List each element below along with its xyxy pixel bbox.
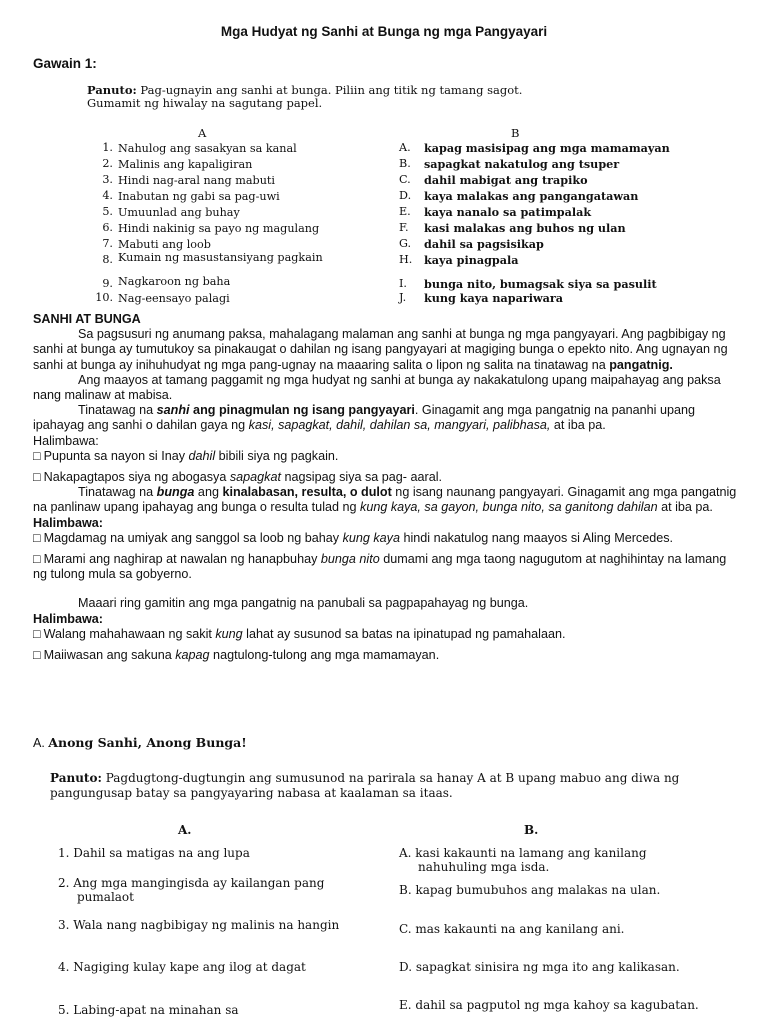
matching-list <box>93 141 733 307</box>
instructions-label: Panuto: <box>87 83 137 97</box>
matching-row <box>93 291 733 307</box>
cause-text: Malinis ang kapaligiran <box>118 158 253 171</box>
option-letter: H. <box>399 253 413 266</box>
matching-row <box>93 157 733 173</box>
paragraph-bunga: Tinatawag na bunga ang kinalabasan, resulta, o dulot ng isang naunang pangyayari. Ginagamit ang mga pangatnig na panlinaw upang ipahayag ang bunga o resulta tulad ng kung kaya, sa gayon, bunga nito, sa ganitong dahilan at iba pa. <box>33 485 737 515</box>
example-item: □ Marami ang naghirap at nawalan ng hanapbuhay bunga nito dumami ang mga taong nagugutom at naghihintay na lamang ng tulong mula sa gobyerno. <box>33 552 739 582</box>
activity-2-letter: A. <box>33 736 45 750</box>
option-letter: B. <box>399 157 411 170</box>
matching-row <box>93 277 733 291</box>
instructions-text-2: Gumamit ng hiwalay na sagutang papel. <box>87 96 323 110</box>
option-letter: A. <box>399 141 411 154</box>
item-number: 8. <box>102 253 113 266</box>
option-letter: C. <box>399 173 411 186</box>
activity-2-title <box>33 735 247 750</box>
matching-row <box>93 205 733 221</box>
item-number: 4. <box>102 189 113 202</box>
cause-text: Nag-eensayo palagi <box>118 292 230 305</box>
column-a-header-2: A. <box>178 823 192 837</box>
item-number: 1. <box>102 141 113 154</box>
cause-text: Mabuti ang loob <box>118 238 211 251</box>
instructions-2-label: Panuto: <box>50 771 102 785</box>
instructions-1 <box>87 84 677 110</box>
cause-text: Inabutan ng gabi sa pag-uwi <box>118 190 280 203</box>
item-number: 10. <box>95 291 113 304</box>
effect-text: sapagkat nakatulog ang tsuper <box>424 157 620 171</box>
example-heading: Halimbawa: <box>33 433 99 448</box>
example-item: □ Magdamag na umiyak ang sanggol sa loob ng bahay kung kaya hindi nakatulog nang maayos si Aling Mercedes. <box>33 531 739 546</box>
example-item: □ Maiiwasan ang sakuna kapag nagtulong-tulong ang mga mamamayan. <box>33 648 739 663</box>
activity-label: Gawain 1: <box>33 56 97 71</box>
page-title: Mga Hudyat ng Sanhi at Bunga ng mga Pangyayari <box>220 24 548 39</box>
effect-text: kapag masisipag ang mga mamamayan <box>424 141 670 155</box>
effect-phrase: D. sapagkat sinisira ng mga ito ang kalikasan. <box>399 960 680 974</box>
section-heading: SANHI AT BUNGA <box>33 312 141 326</box>
paragraph-panubali: Maaari ring gamitin ang mga pangatnig na panubali sa pagpapahayag ng bunga. <box>78 596 529 611</box>
matching-row <box>93 173 733 189</box>
item-number: 9. <box>102 277 113 290</box>
cause-phrase: 4. Nagiging kulay kape ang ilog at dagat <box>58 960 306 974</box>
effect-text: bunga nito, bumagsak siya sa pasulit <box>424 277 657 291</box>
item-number: 5. <box>102 205 113 218</box>
effect-text: dahil sa pagsisikap <box>424 237 544 251</box>
cause-phrase: 3. Wala nang nagbibigay ng malinis na hangin <box>58 918 340 932</box>
option-letter: J. <box>399 291 407 304</box>
item-number: 3. <box>102 173 113 186</box>
effect-phrase: C. mas kakaunti na ang kanilang ani. <box>399 922 625 936</box>
matching-row <box>93 141 733 157</box>
item-number: 6. <box>102 221 113 234</box>
example-item: □ Nakapagtapos siya ng abogasya sapagkat nagsipag siya sa pag- aaral. <box>33 470 739 485</box>
paragraph-usage: Ang maayos at tamang paggamit ng mga hudyat ng sanhi at bunga ay nakakatulong upang maipahayag ang paksa nang malinaw at mabisa. <box>33 372 721 403</box>
option-letter: E. <box>399 205 411 218</box>
cause-text: Nahulog ang sasakyan sa kanal <box>118 142 297 155</box>
matching-row <box>93 253 733 277</box>
effect-phrase: E. dahil sa pagputol ng mga kahoy sa kagubatan. <box>399 998 699 1012</box>
matching-row <box>93 221 733 237</box>
cause-phrase: 2. Ang mga mangingisda ay kailangan pang pumalaot <box>58 876 325 904</box>
column-b-header: B <box>511 126 520 140</box>
item-number: 2. <box>102 157 113 170</box>
effect-text: kasi malakas ang buhos ng ulan <box>424 221 626 235</box>
effect-text: kaya nanalo sa patimpalak <box>424 205 592 219</box>
effect-text: dahil mabigat ang trapiko <box>424 173 588 187</box>
cause-text: Kumain ng masustansiyang pagkain <box>118 251 323 264</box>
item-number: 7. <box>102 237 113 250</box>
instructions-2 <box>50 771 720 801</box>
cause-text: Nagkaroon ng baha <box>118 275 231 288</box>
cause-text: Umuunlad ang buhay <box>118 206 240 219</box>
example-item: □ Pupunta sa nayon si Inay dahil bibili siya ng pagkain. <box>33 449 739 464</box>
option-letter: I. <box>399 277 407 290</box>
option-letter: D. <box>399 189 412 202</box>
cause-phrase: 5. Labing-apat na minahan sa <box>58 1003 239 1017</box>
effect-phrase: A. kasi kakaunti na lamang ang kanilang nahuhuling mga isda. <box>399 846 647 874</box>
paragraph-sanhi: Tinatawag na sanhi ang pinagmulan ng isang pangyayari. Ginagamit ang mga pangatnig na pananhi upang ipahayag ang sanhi o dahilan gaya ng kasi, sapagkat, dahil, dahilan sa, mangyari, palibhasa, at iba pa. <box>33 403 695 433</box>
effect-text: kung kaya napariwara <box>424 291 564 305</box>
effect-text: kaya pinagpala <box>424 253 519 267</box>
cause-text: Hindi nag-aral nang mabuti <box>118 174 275 187</box>
cause-phrase: 1. Dahil sa matigas na ang lupa <box>58 846 250 860</box>
example-heading: Halimbawa: <box>33 515 103 530</box>
instructions-text: Pag-ugnayin ang sanhi at bunga. Piliin ang titik ng tamang sagot. <box>136 83 523 97</box>
example-heading: Halimbawa: <box>33 611 103 626</box>
effect-text: kaya malakas ang pangangatawan <box>424 189 639 203</box>
paragraph-intro: Sa pagsusuri ng anumang paksa, mahalagang malaman ang sanhi at bunga ng mga pangyayari. Ang pagbibigay ng sanhi at bunga ay tumutukoy sa pinakaugat o dahilan ng isang pangyayari at magiging bunga o epekto nito. Ang ugnayan ng sanhi at bunga ay inihuhudyat ng mga pang-ugnay na maaaring salita o lipon ng salita na tinatawag na pangatnig. <box>33 327 728 372</box>
activity-2-name: Anong Sanhi, Anong Bunga! <box>48 735 247 750</box>
option-letter: F. <box>399 221 409 234</box>
matching-row <box>93 189 733 205</box>
lesson-body <box>33 312 739 663</box>
instructions-2-text: Pagdugtong-dugtungin ang sumusunod na parirala sa hanay A at B upang mabuo ang diwa ng pangungusap batay sa pangyayaring nabasa at kaalaman sa itaas. <box>50 771 680 800</box>
cause-text: Hindi nakinig sa payo ng magulang <box>118 222 320 235</box>
effect-phrase: B. kapag bumubuhos ang malakas na ulan. <box>399 883 661 897</box>
option-letter: G. <box>399 237 412 250</box>
example-item: □ Walang mahahawaan ng sakit kung lahat ay susunod sa batas na ipinatupad ng pamahalaan. <box>33 627 739 642</box>
column-b-header-2: B. <box>524 823 539 837</box>
column-a-header: A <box>198 126 207 140</box>
